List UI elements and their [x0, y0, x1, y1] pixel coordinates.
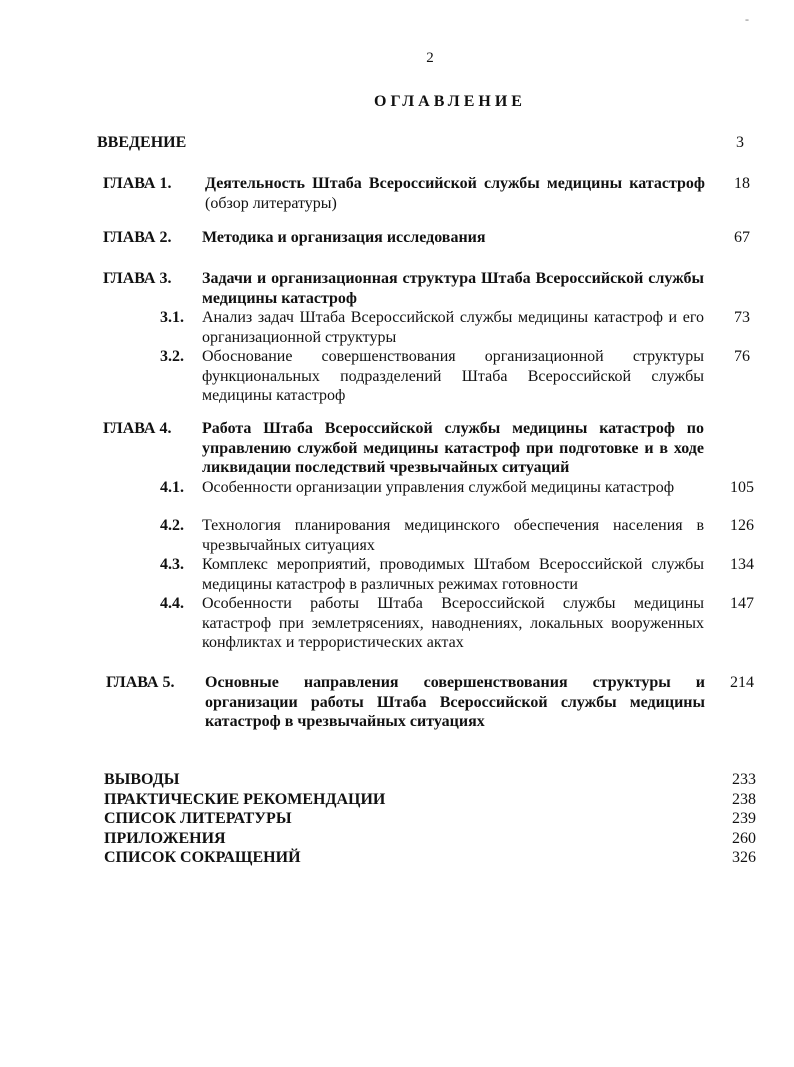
endmatter-2-page: 238 — [732, 791, 756, 808]
section-4-1-text: Особенности организации управления службой медицины катастроф — [202, 479, 675, 496]
section-3-1-page: 73 — [734, 309, 750, 326]
endmatter-3-page: 239 — [732, 810, 756, 827]
endmatter-2-label[interactable]: ПРАКТИЧЕСКИЕ РЕКОМЕНДАЦИИ — [104, 791, 386, 808]
section-3-1-text: Анализ задач Штаба Всероссийской службы медицины катастроф и его организационной структуры — [202, 309, 704, 346]
section-4-4-page: 147 — [730, 595, 754, 612]
endmatter-1-label[interactable]: ВЫВОДЫ — [104, 771, 180, 788]
chapter-2-page: 67 — [734, 229, 750, 246]
section-4-4-label: 4.4. — [160, 595, 184, 612]
corner-mark: - — [745, 12, 749, 26]
chapter-1-title-rest: (обзор литературы) — [205, 194, 337, 212]
section-4-4-text: Особенности работы Штаба Всероссийской службы медицины катастроф при землетрясениях, наводнениях, локальных вооруженных конфликтах и террористических актах — [202, 595, 704, 651]
chapter-5-title: Основные направления совершенствования структуры и организации работы Штаба Всероссийской службы медицины катастроф в чрезвычайных ситуациях — [205, 674, 705, 730]
chapter-5-page: 214 — [730, 674, 754, 691]
section-4-1-page: 105 — [730, 479, 754, 496]
endmatter-4-label[interactable]: ПРИЛОЖЕНИЯ — [104, 830, 226, 847]
chapter-4-title: Работа Штаба Всероссийской службы медицины катастроф по управлению службой медицины катастроф при подготовке и в ходе ликвидации последствий чрезвычайных ситуаций — [202, 420, 704, 476]
section-4-2-label: 4.2. — [160, 517, 184, 534]
chapter-1-title — [205, 174, 705, 213]
endmatter-1-page: 233 — [732, 771, 756, 788]
chapter-4-label: ГЛАВА 4. — [103, 420, 172, 437]
chapter-5-label: ГЛАВА 5. — [106, 674, 175, 691]
endmatter-5-label[interactable]: СПИСОК СОКРАЩЕНИЙ — [104, 849, 301, 866]
section-4-3-label: 4.3. — [160, 556, 184, 573]
section-4-3-text: Комплекс мероприятий, проводимых Штабом Всероссийской службы медицины катастроф в различных режимах готовности — [202, 556, 704, 593]
section-4-2-page: 126 — [730, 517, 754, 534]
chapter-1-label: ГЛАВА 1. — [103, 175, 172, 192]
section-3-2-page: 76 — [734, 348, 750, 365]
chapter-3-label: ГЛАВА 3. — [103, 270, 172, 287]
section-3-1-label: 3.1. — [160, 309, 184, 326]
endmatter-3-label[interactable]: СПИСОК ЛИТЕРАТУРЫ — [104, 810, 292, 827]
section-4-2-text: Технология планирования медицинского обеспечения населения в чрезвычайных ситуациях — [202, 517, 704, 554]
section-4-1-label: 4.1. — [160, 479, 184, 496]
page-number: 2 — [426, 50, 434, 66]
intro-page: 3 — [736, 134, 744, 151]
chapter-1-title-bold: Деятельность Штаба Всероссийской службы медицины катастроф — [205, 175, 705, 192]
chapter-2-label: ГЛАВА 2. — [103, 229, 172, 246]
section-4-3-page: 134 — [730, 556, 754, 573]
endmatter-4-page: 260 — [732, 830, 756, 847]
endmatter-5-page: 326 — [732, 849, 756, 866]
chapter-1-page: 18 — [734, 175, 750, 192]
chapter-3-title: Задачи и организационная структура Штаба Всероссийской службы медицины катастроф — [202, 270, 704, 307]
section-3-2-label: 3.2. — [160, 348, 184, 365]
chapter-2-title: Методика и организация исследования — [202, 229, 486, 246]
intro-label: ВВЕДЕНИЕ — [97, 134, 187, 151]
section-3-2-text: Обоснование совершенствования организационной структуры функциональных подразделений Штаба Всероссийской службы медицины катастроф — [202, 348, 704, 404]
toc-title: ОГЛАВЛЕНИЕ — [374, 93, 526, 110]
